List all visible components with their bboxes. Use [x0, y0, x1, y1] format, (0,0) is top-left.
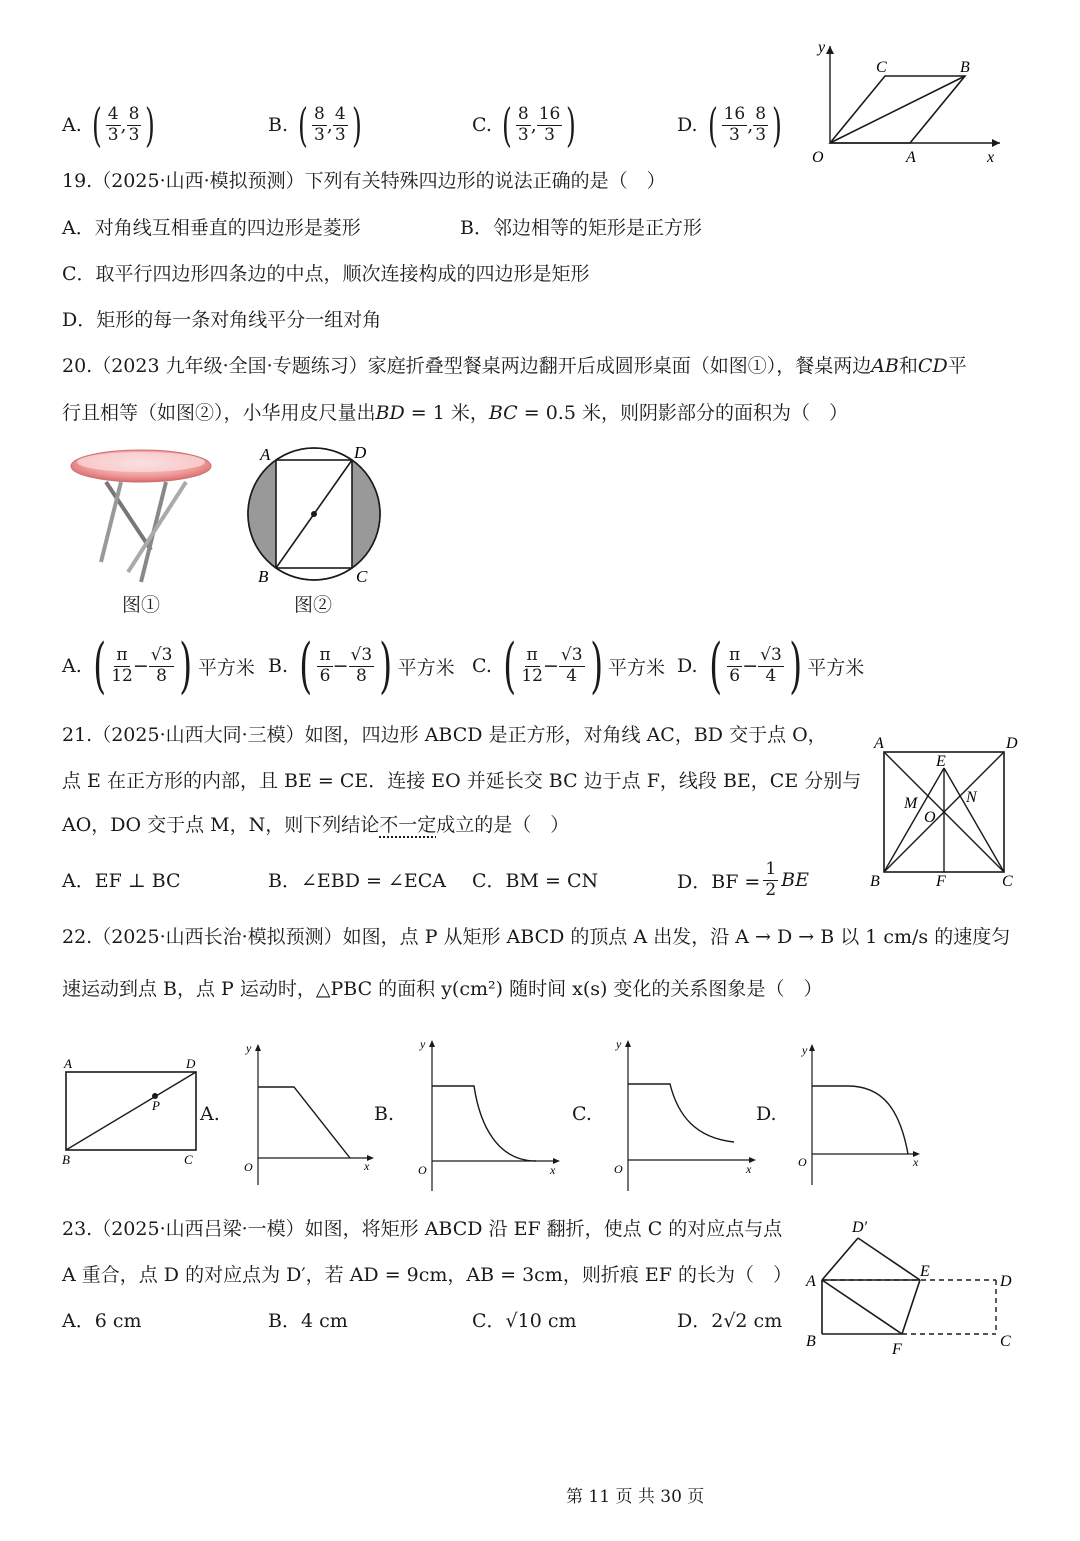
svg-text:B: B — [870, 873, 880, 890]
q19-option-d: D．矩形的每一条对角线平分一组对角 — [62, 309, 382, 331]
svg-text:x: x — [364, 1159, 370, 1173]
q21-option-a: A．EF ⊥ BC — [62, 870, 181, 892]
axis-label-y: y — [818, 39, 826, 56]
svg-text:B: B — [62, 1152, 70, 1167]
q22-graph-d — [788, 1040, 928, 1188]
svg-text:C: C — [356, 567, 368, 586]
svg-text:B: B — [806, 1333, 816, 1350]
point-label-c: C — [876, 59, 887, 76]
svg-text:A: A — [806, 1273, 816, 1290]
q23-fold-figure — [800, 1210, 1030, 1360]
svg-text:x: x — [550, 1163, 556, 1177]
q22-graph-b — [408, 1036, 563, 1192]
svg-text:y: y — [246, 1041, 252, 1055]
q18-option-c: C. ( $\frac{8}{3}$ , $\frac{16}{3}$ ) — [472, 98, 577, 152]
q22-stem-line1: 22.（2025·山西长治·模拟预测）如图，点 P 从矩形 ABCD 的顶点 A 出发，沿 A → D → B 以 1 cm/s 的速度匀 — [62, 926, 1011, 948]
svg-text:D: D — [354, 443, 367, 462]
svg-text:M: M — [904, 795, 918, 812]
q19-stem: 19.（2025·山西·模拟预测）下列有关特殊四边形的说法正确的是（ ） — [62, 170, 666, 192]
svg-text:A: A — [874, 735, 884, 752]
q23-stem-line1: 23.（2025·山西吕梁·一模）如图，将矩形 ABCD 沿 EF 翻折，使点 C 的对应点与点 — [62, 1218, 783, 1240]
q18-option-d: D. ( $\frac{16}{3}$ , $\frac{8}{3}$ ) — [677, 98, 782, 152]
svg-text:D′: D′ — [852, 1219, 868, 1236]
q21-square-figure — [862, 730, 1037, 895]
q18-option-a: A. ( $\frac{4}{3}$ , $\frac{8}{3}$ ) — [62, 98, 156, 152]
page-footer: 第 11 页 共 30 页 — [566, 1487, 705, 1507]
q21-stem-line3: AO，DO 交于点 M，N，则下列结论不一定成立的是（ ） — [62, 814, 570, 836]
q23-stem-line2: A 重合，点 D 的对应点为 D′，若 AD = 9cm，AB = 3cm，则折痕 EF 的长为（ ） — [62, 1264, 792, 1286]
point-label-a: A — [906, 149, 916, 166]
q23-option-b: B．4 cm — [268, 1310, 348, 1332]
q20-circle-figure — [240, 440, 390, 590]
q18-parallelogram-figure — [800, 38, 1010, 168]
q20-option-d: D. ( $\frac{\pi}{6}$ − $\frac{√3}{4}$ ) 平方米 — [677, 631, 865, 701]
svg-text:O: O — [244, 1160, 253, 1174]
point-label-o: O — [812, 149, 824, 166]
svg-text:C: C — [1002, 873, 1013, 890]
svg-text:D: D — [1006, 735, 1018, 752]
q20-fig1-caption: 图① — [122, 594, 161, 616]
q22-stem-line2: 速运动到点 B，点 P 运动时，△PBC 的面积 y(cm²) 随时间 x(s) 变化的关系图象是（ ） — [62, 978, 823, 1000]
q19-option-a: A．对角线互相垂直的四边形是菱形 — [62, 217, 361, 239]
q21-option-d: D．BF = $\frac{1}{2}$ BE — [677, 859, 810, 900]
svg-text:x: x — [913, 1155, 919, 1169]
svg-text:F: F — [936, 873, 946, 890]
fraction: $\frac{8}{3}$ — [128, 103, 140, 145]
svg-text:C: C — [184, 1152, 193, 1167]
svg-text:C: C — [1000, 1333, 1011, 1350]
fraction: $\frac{4}{3}$ — [107, 103, 119, 145]
svg-text:x: x — [746, 1162, 752, 1176]
q21-stem-line1: 21.（2025·山西大同·三模）如图，四边形 ABCD 是正方形，对角线 AC，BD 交于点 O， — [62, 724, 827, 746]
q21-stem-line2: 点 E 在正方形的内部，且 BE = CE．连接 EO 并延长交 BC 边于点 F，线段 BE，CE 分别与 — [62, 770, 862, 792]
q20-fig2-caption: 图② — [294, 594, 333, 616]
svg-text:O: O — [798, 1155, 807, 1169]
q23-option-c: C．√10 cm — [472, 1310, 577, 1332]
svg-text:y: y — [420, 1037, 426, 1051]
q20-table-illustration — [66, 440, 216, 590]
q21-option-c: C．BM = CN — [472, 870, 599, 892]
q22-rectangle-figure — [54, 1052, 204, 1172]
svg-text:O: O — [614, 1162, 623, 1176]
q22-graph-label-d: D. — [756, 1103, 777, 1125]
point-label-b: B — [960, 59, 970, 76]
q20-stem-line1: 20.（2023 九年级·全国·专题练习）家庭折叠型餐桌两边翻开后成圆形桌面（如图①），餐桌两边AB和CD平 — [62, 355, 967, 377]
q22-graph-label-a: A. — [200, 1103, 220, 1125]
q19-option-b: B．邻边相等的矩形是正方形 — [460, 217, 702, 239]
q23-option-d: D．2√2 cm — [677, 1310, 783, 1332]
q23-option-a: A．6 cm — [62, 1310, 142, 1332]
q22-graph-a — [232, 1040, 380, 1188]
svg-text:O: O — [924, 809, 936, 826]
q22-graph-label-c: C. — [572, 1103, 592, 1125]
q20-stem-line2: 行且相等（如图②），小华用皮尺量出BD = 1 米，BC = 0.5 米，则阴影部分的面积为（ ） — [62, 402, 848, 424]
svg-text:y: y — [802, 1043, 808, 1057]
svg-text:O: O — [418, 1163, 427, 1177]
svg-text:D: D — [1000, 1273, 1012, 1290]
q22-graph-c — [604, 1036, 759, 1192]
q21-option-b: B．∠EBD = ∠ECA — [268, 870, 446, 892]
q20-option-c: C. ( $\frac{\pi}{12}$ − $\frac{√3}{4}$ ) 平方米 — [472, 631, 665, 701]
svg-text:D: D — [186, 1056, 196, 1071]
q19-option-c: C．取平行四边形四条边的中点，顺次连接构成的四边形是矩形 — [62, 263, 590, 285]
q20-option-a: A. ( $\frac{\pi}{12}$ − $\frac{√3}{8}$ ) 平方米 — [62, 631, 255, 701]
svg-text:A: A — [64, 1056, 72, 1071]
svg-text:E: E — [920, 1263, 930, 1280]
svg-text:y: y — [616, 1037, 622, 1051]
svg-text:F: F — [892, 1341, 902, 1358]
svg-text:P: P — [152, 1098, 160, 1113]
axis-label-x: x — [987, 149, 995, 166]
q22-graph-label-b: B. — [374, 1103, 395, 1125]
q20-option-b: B. ( $\frac{\pi}{6}$ − $\frac{√3}{8}$ ) 平方米 — [268, 631, 455, 701]
svg-text:B: B — [258, 567, 269, 586]
svg-text:N: N — [966, 789, 977, 806]
svg-text:A: A — [260, 445, 271, 464]
q18-option-b: B. ( $\frac{8}{3}$ , $\frac{4}{3}$ ) — [268, 98, 362, 152]
svg-text:E: E — [936, 753, 946, 770]
